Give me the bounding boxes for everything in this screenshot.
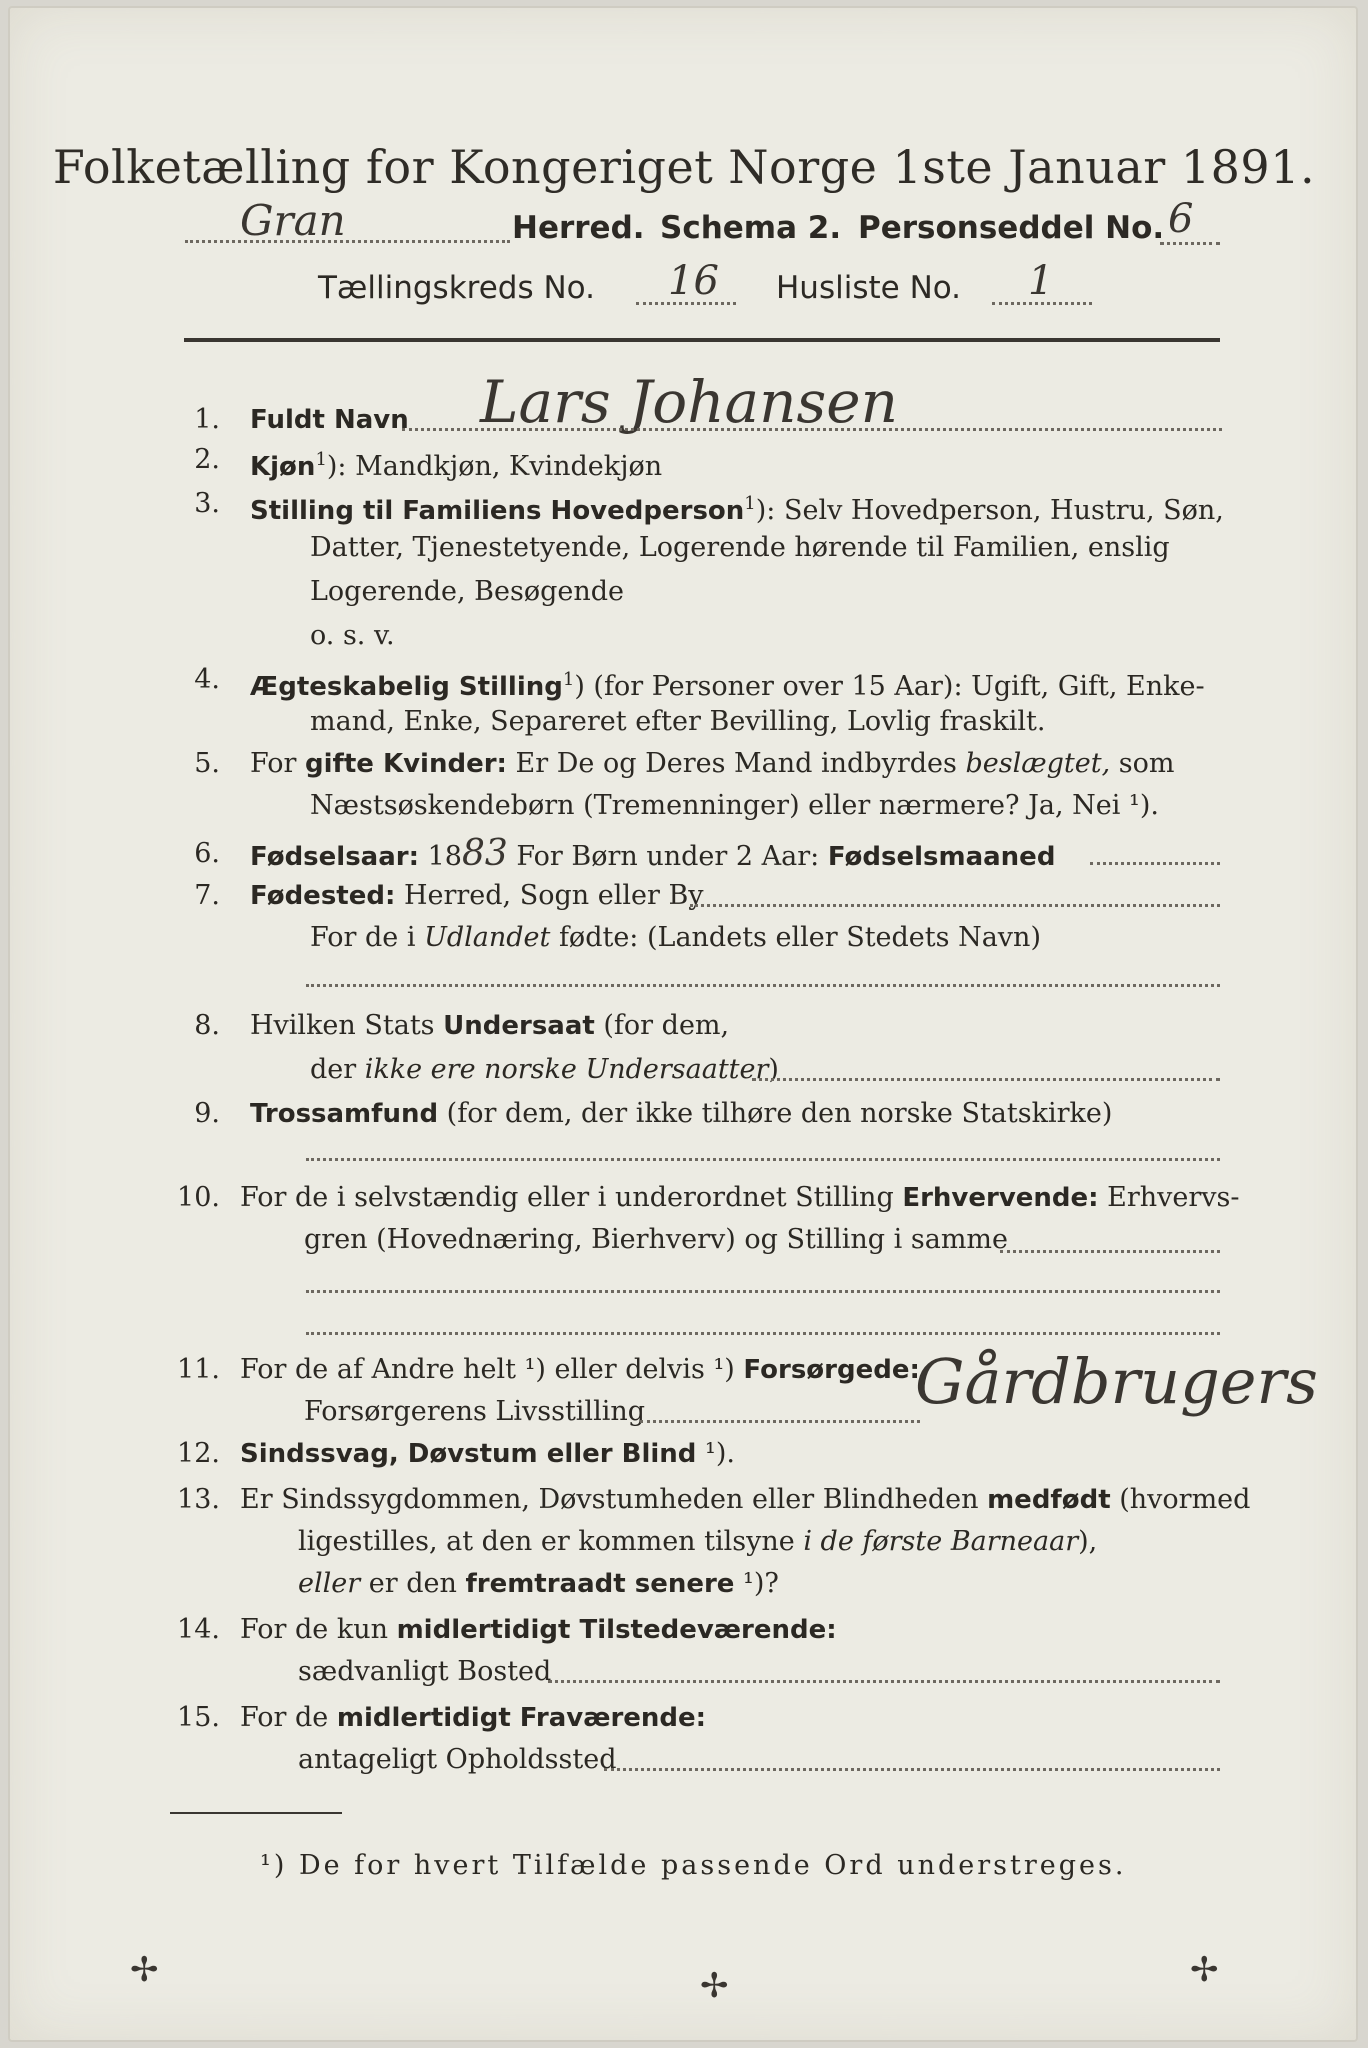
birth-year-answer: 83 (461, 833, 508, 874)
personseddel-number: 6 (1168, 196, 1194, 242)
footnote: ¹) De for hvert Tilfælde passende Ord understreges. (260, 1850, 1127, 1881)
item-label: Fuldt Navn (250, 405, 409, 435)
item-10: 10. For de i selvstændig eller i underordnet Stilling Erhvervende: Erhvervs- (177, 1182, 1240, 1213)
dotted-line (306, 984, 1220, 987)
schema-label: Schema 2. (660, 210, 842, 246)
item-4: 4. Ægteskabelig Stilling$^1$) (for Personer over 15 Aar): Ugift, Gift, Enke- (194, 664, 1205, 702)
dotted-line (640, 1420, 920, 1423)
item-12: 12. Sindssvag, Døvstum eller Blind ¹). (177, 1438, 735, 1469)
herred-handwritten: Gran (240, 196, 346, 245)
item-7: 7. Fødested: Herred, Sogn eller By (194, 880, 704, 911)
item-1: 1. Fuldt Navn (0, 400, 1368, 440)
dotted-line (306, 1290, 1220, 1293)
item-9: 9. Trossamfund (for dem, der ikke tilhøre den norske Statskirke) (194, 1098, 1113, 1129)
stamp-mark-center: ✢ (700, 1966, 729, 2006)
dotted-line (1000, 1250, 1220, 1253)
item-5: 5. For gifte Kvinder: Er De og Deres Mand indbyrdes beslægtet, som (194, 748, 1175, 779)
stamp-mark-right: ✢ (1190, 1950, 1219, 1990)
item-13: 13. Er Sindssygdommen, Døvstumheden eller Blindheden medfødt (hvormed (177, 1484, 1251, 1515)
form-title: Folketælling for Kongeriget Norge 1ste Januar 1891. (52, 140, 1316, 194)
dotted-line (306, 1158, 1220, 1161)
footnote-rule (170, 1812, 342, 1814)
dotted-line (690, 904, 1220, 907)
kreds-number: 16 (668, 258, 719, 304)
dotted-line (185, 240, 510, 243)
dotted-line (548, 1680, 1220, 1683)
husliste-number: 1 (1028, 258, 1054, 304)
stamp-mark-left: ✢ (130, 1950, 159, 1990)
item-11: 11. For de af Andre helt ¹) eller delvis ¹) Forsørgede: (177, 1354, 920, 1385)
item-14: 14. For de kun midlertidigt Tilstedeværende: (177, 1614, 837, 1645)
header-rule (184, 338, 1220, 342)
dotted-line (1160, 242, 1220, 245)
dotted-line (636, 302, 736, 305)
dotted-line (306, 1332, 1220, 1335)
item-6: 6. Fødselsaar: 1883 For Børn under 2 Aar: Fødselsmaaned (194, 833, 1056, 874)
item-3: 3. Stilling til Familiens Hovedperson$^1$): Selv Hovedperson, Hustru, Søn, (194, 488, 1224, 526)
herred-label: Herred. (512, 210, 645, 246)
kreds-label: Tællingskreds No. (318, 270, 595, 306)
dotted-line (604, 1768, 1220, 1771)
dotted-line (402, 428, 1222, 431)
dotted-line (992, 302, 1092, 305)
item-2: 2. Kjøn$^1$): Mandkjøn, Kvindekjøn (194, 444, 663, 482)
personseddel-label: Personseddel No. (858, 210, 1165, 246)
husliste-label: Husliste No. (776, 270, 962, 306)
item-15: 15. For de midlertidigt Fraværende: (177, 1702, 707, 1733)
dotted-line (1090, 862, 1220, 865)
provider-occupation-answer: Gårdbrugers (915, 1345, 1318, 1418)
item-8: 8. Hvilken Stats Undersaat (for dem, (194, 1010, 730, 1041)
name-answer: Lars Johansen (480, 368, 898, 436)
dotted-line (752, 1078, 1220, 1081)
